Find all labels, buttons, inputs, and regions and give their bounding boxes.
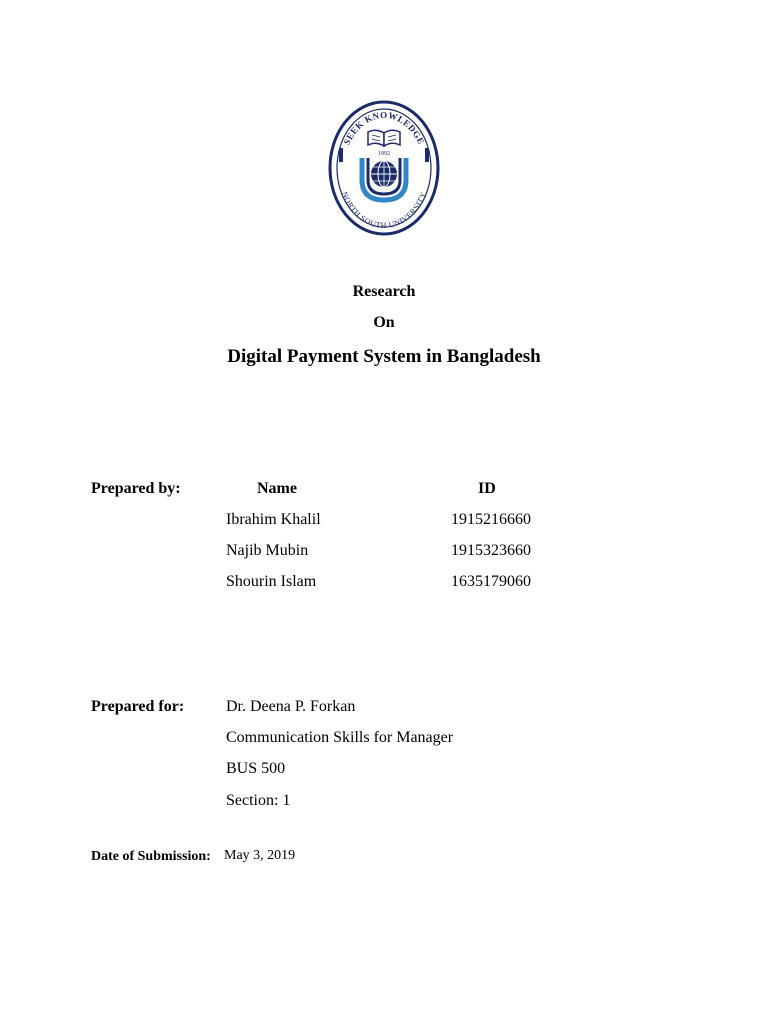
- course-section: Section: 1: [226, 792, 291, 809]
- prepared-by-label: Prepared by:: [91, 480, 181, 497]
- globe-icon: [362, 158, 406, 200]
- university-seal-logo: [328, 100, 440, 236]
- member-id: 1915216660: [451, 511, 531, 528]
- seal-year: 1992: [378, 151, 390, 157]
- title-topic: Digital Payment System in Bangladesh: [227, 346, 541, 367]
- name-column-header: Name: [257, 480, 297, 497]
- member-name: Najib Mubin: [226, 542, 309, 559]
- submission-date-label: Date of Submission:: [91, 849, 211, 864]
- prepared-for-label: Prepared for:: [91, 698, 185, 715]
- book-icon: [368, 130, 400, 146]
- course-code: BUS 500: [226, 760, 286, 777]
- member-name: Ibrahim Khalil: [226, 511, 321, 528]
- member-id: 1915323660: [451, 542, 531, 559]
- seal-top-text: SEEK KNOWLEDGE: [341, 109, 427, 147]
- seal-bottom-text: NORTH SOUTH UNIVERSITY: [339, 190, 429, 231]
- title-on: On: [373, 314, 395, 331]
- id-column-header: ID: [478, 480, 496, 497]
- member-id: 1635179060: [451, 573, 531, 590]
- title-research: Research: [352, 283, 416, 300]
- submission-date: May 3, 2019: [224, 848, 296, 863]
- member-name: Shourin Islam: [226, 573, 317, 590]
- course-title: Communication Skills for Manager: [226, 729, 454, 746]
- instructor-name: Dr. Deena P. Forkan: [226, 698, 356, 715]
